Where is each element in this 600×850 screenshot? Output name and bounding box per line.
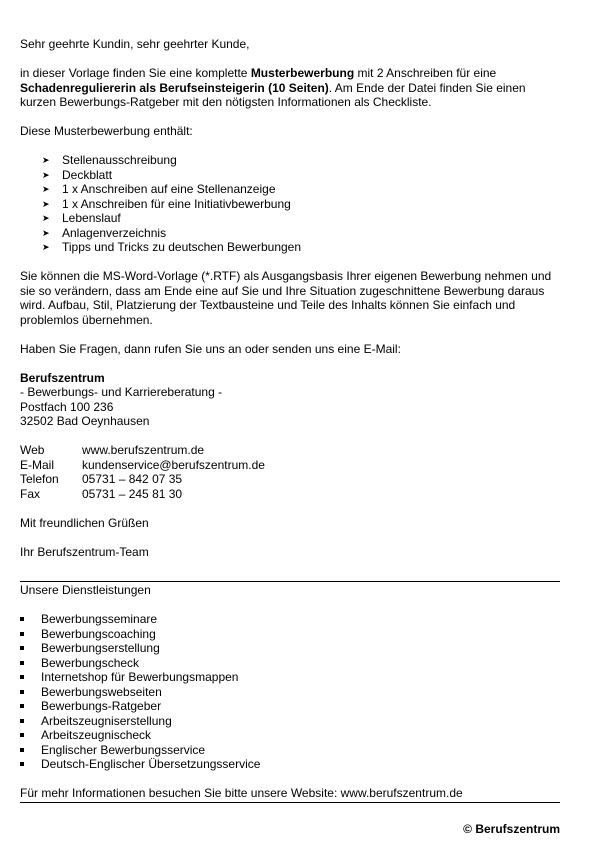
list-item: ➤ Tipps und Tricks zu deutschen Bewerbungen: [20, 240, 560, 255]
contact-row-phone: [20, 472, 560, 487]
services-list: [20, 612, 560, 772]
contact-label: Web: [20, 443, 45, 457]
intro-text-2: mit 2 Anschreiben für eine: [354, 66, 497, 80]
list-item: ➤ 1 x Anschreiben für eine Initiativbewerbung: [20, 197, 560, 212]
contact-email-value[interactable]: kundenservice@berufszentrum.de: [82, 457, 265, 472]
contents-list: [20, 153, 560, 255]
contact-phone-value: 05731 – 842 07 35: [82, 472, 183, 486]
intro-text-1: in dieser Vorlage finden Sie eine komplette: [20, 66, 251, 80]
contact-label: E-Mail: [20, 457, 55, 472]
org-city: 32502 Bad Oeynhausen: [20, 414, 150, 428]
list-item: Arbeitszeugnischeck: [20, 728, 560, 743]
intro-bold-1: Musterbewerbung: [250, 66, 355, 80]
list-item: Englischer Bewerbungsservice: [20, 743, 560, 758]
list-item: Bewerbungscoaching: [20, 627, 560, 642]
org-tagline: - Bewerbungs- und Karriereberatung -: [20, 385, 223, 399]
questions-line: Haben Sie Fragen, dann rufen Sie uns an oder senden uns eine E-Mail:: [20, 341, 401, 356]
intro-bold-2: Schadenreguliererin als Berufseinsteigerin (10 Seiten): [20, 80, 329, 95]
contact-label: Telefon: [20, 472, 59, 486]
org-name: Berufszentrum: [20, 370, 105, 385]
list-item: ➤ Deckblatt: [20, 168, 560, 183]
contact-row-email: [20, 458, 560, 473]
document-page: [20, 37, 560, 803]
signature: Ihr Berufszentrum-Team: [20, 544, 149, 559]
list-item: Bewerbungsseminare: [20, 612, 560, 627]
list-item: ➤ 1 x Anschreiben auf eine Stellenanzeige: [20, 182, 560, 197]
contact-row-web: [20, 443, 560, 458]
divider: [20, 802, 560, 803]
list-item: ➤ Lebenslauf: [20, 211, 560, 226]
usage-paragraph: Sie können die MS-Word-Vorlage (*.RTF) als Ausgangsbasis Ihrer eigenen Bewerbung nehmen und sie so verändern, dass am Ende eine auf Sie und Ihre Situation zugeschnittene Bewerbung daraus wird. Aufbau, Stil, Platzierung der Textbausteine und Teile des Inhalts können Sie einfach und problemlos übernehmen.: [20, 269, 552, 327]
contents-heading: Diese Musterbewerbung enthält:: [20, 124, 193, 138]
closing: Mit freundlichen Grüßen: [20, 515, 149, 530]
list-item: Internetshop für Bewerbungsmappen: [20, 670, 560, 685]
org-postbox: Postfach 100 236: [20, 399, 114, 414]
intro-paragraph: [20, 66, 560, 110]
list-item: Deutsch-Englischer Übersetzungsservice: [20, 757, 560, 772]
list-item: ➤ Stellenausschreibung: [20, 153, 560, 168]
list-item: Arbeitszeugniserstellung: [20, 714, 560, 729]
list-item: Bewerbungscheck: [20, 656, 560, 671]
list-item: Bewerbungserstellung: [20, 641, 560, 656]
intro-text-3: . Am Ende der Datei finden Sie einen kurzen Bewerbungs-Ratgeber mit den nötigsten Informationen als Checkliste.: [20, 80, 526, 109]
website-note: Für mehr Informationen besuchen Sie bitte unsere Website: www.berufszentrum.de: [20, 786, 463, 800]
greeting: Sehr geehrte Kundin, sehr geehrter Kunde,: [20, 37, 250, 51]
list-item: Bewerbungs-Ratgeber: [20, 699, 560, 714]
copyright-notice: © Berufszentrum: [463, 822, 560, 836]
divider: [20, 581, 560, 582]
contact-fax-value: 05731 – 245 81 30: [82, 486, 183, 501]
contact-row-fax: [20, 487, 560, 502]
contact-web-value[interactable]: www.berufszentrum.de: [82, 443, 205, 457]
list-item: ➤ Anlagenverzeichnis: [20, 226, 560, 241]
list-item: Bewerbungswebseiten: [20, 685, 560, 700]
contact-label: Fax: [20, 486, 41, 501]
address-block: [20, 371, 560, 429]
services-heading: Unsere Dienstleistungen: [20, 583, 151, 597]
contact-block: [20, 443, 560, 501]
